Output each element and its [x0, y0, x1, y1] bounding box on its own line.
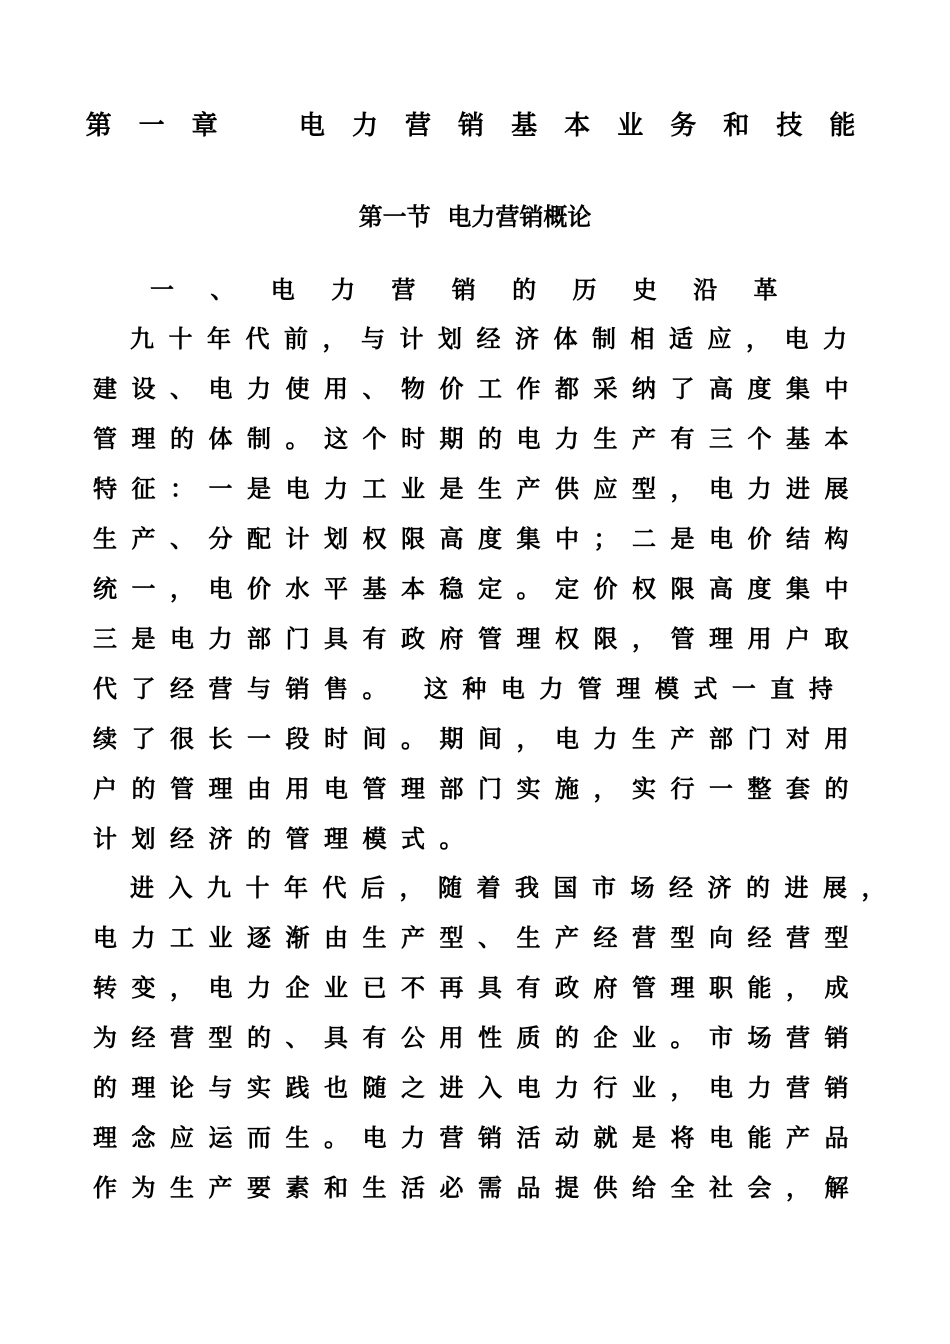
paragraph-1-line-11: 计划经济的管理模式。	[93, 825, 478, 853]
paragraph-2-line-4: 为经营型的、具有公用性质的企业。市场营销	[93, 1024, 863, 1052]
chapter-title: 第 一 章 电 力 营 销 基 本 业 务 和 技 能	[85, 111, 865, 141]
subsection-title: 一 、 电 力 营 销 的 历 史 沿 革	[150, 276, 792, 304]
paragraph-1-line-3: 管理的体制。这个时期的电力生产有三个基本	[93, 425, 863, 453]
paragraph-1-line-2: 建设、电力使用、物价工作都采纳了高度集中	[93, 375, 863, 403]
paragraph-2-line-1: 进入九十年代后，随着我国市场经济的进展，	[130, 874, 900, 902]
paragraph-1-line-9: 续了很长一段时间。期间，电力生产部门对用	[93, 725, 863, 753]
paragraph-1-line-4: 特征：一是电力工业是生产供应型，电力进展	[93, 475, 863, 503]
paragraph-2-line-3: 转变，电力企业已不再具有政府管理职能，成	[93, 974, 863, 1002]
paragraph-1-line-1: 九十年代前，与计划经济体制相适应，电力	[130, 325, 862, 353]
paragraph-2-line-5: 的理论与实践也随之进入电力行业，电力营销	[93, 1074, 863, 1102]
paragraph-2-line-6: 理念应运而生。电力营销活动就是将电能产品	[93, 1124, 863, 1152]
paragraph-2-line-7: 作为生产要素和生活必需品提供给全社会，解	[93, 1174, 863, 1202]
paragraph-1-line-7: 三是电力部门具有政府管理权限，管理用户取	[93, 625, 863, 653]
paragraph-1-line-6: 统一，电价水平基本稳定。定价权限高度集中	[93, 575, 863, 603]
section-title: 第一节 电力营销概论	[358, 203, 592, 231]
paragraph-1-line-10: 户的管理由用电管理部门实施，实行一整套的	[93, 775, 863, 803]
paragraph-1-line-8: 代了经营与销售。 这种电力管理模式一直持	[93, 675, 848, 703]
paragraph-1-line-5: 生产、分配计划权限高度集中；二是电价结构	[93, 525, 863, 553]
paragraph-2-line-2: 电力工业逐渐由生产型、生产经营型向经营型	[93, 924, 863, 952]
